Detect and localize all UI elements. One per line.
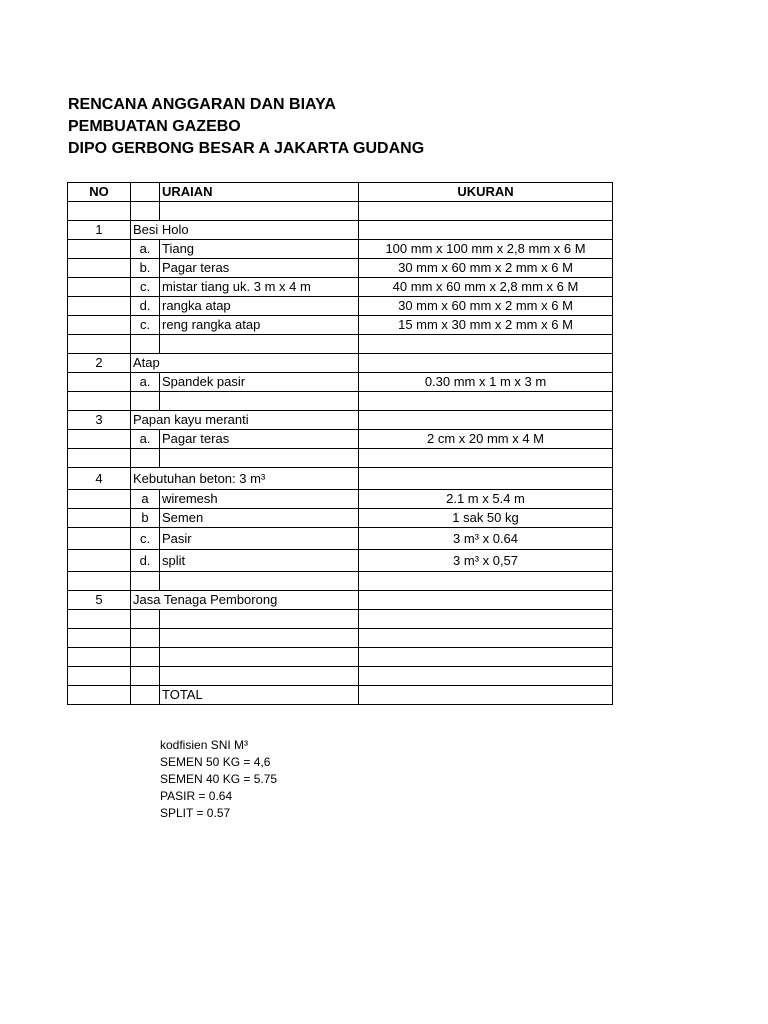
- document-title: [68, 94, 424, 160]
- item-letter: d.: [131, 550, 160, 572]
- table-row-section: [68, 411, 613, 430]
- section-title: Papan kayu meranti: [131, 411, 359, 430]
- item-letter: a.: [131, 373, 160, 392]
- table-row-empty: [68, 648, 613, 667]
- section-title: Besi Holo: [131, 221, 359, 240]
- item-name: rangka atap: [160, 297, 359, 316]
- table-row: [68, 297, 613, 316]
- section-number: 3: [68, 411, 131, 430]
- section-number: 5: [68, 591, 131, 610]
- item-letter: a.: [131, 240, 160, 259]
- table-row-empty: [68, 392, 613, 411]
- item-name: mistar tiang uk. 3 m x 4 m: [160, 278, 359, 297]
- table-row-section: [68, 221, 613, 240]
- item-size: 2 cm x 20 mm x 4 M: [359, 430, 613, 449]
- table-row: [68, 316, 613, 335]
- table-row: [68, 528, 613, 550]
- item-name: Tiang: [160, 240, 359, 259]
- table-row-total: [68, 686, 613, 705]
- item-letter: c.: [131, 528, 160, 550]
- item-size: 30 mm x 60 mm x 2 mm x 6 M: [359, 259, 613, 278]
- item-letter: c.: [131, 316, 160, 335]
- table-row-empty: [68, 449, 613, 468]
- title-line-1: RENCANA ANGGARAN DAN BIAYA: [68, 96, 336, 113]
- item-name: reng rangka atap: [160, 316, 359, 335]
- table-row-empty: [68, 610, 613, 629]
- item-letter: a: [131, 490, 160, 509]
- item-letter: b: [131, 509, 160, 528]
- item-name: split: [160, 550, 359, 572]
- notes-line-4: PASIR = 0.64: [160, 789, 233, 803]
- item-name: Spandek pasir: [160, 373, 359, 392]
- table-row: [68, 240, 613, 259]
- table-row-empty: [68, 202, 613, 221]
- item-name: wiremesh: [160, 490, 359, 509]
- item-name: Pasir: [160, 528, 359, 550]
- total-label: TOTAL: [160, 686, 359, 705]
- item-size: 15 mm x 30 mm x 2 mm x 6 M: [359, 316, 613, 335]
- item-letter: b.: [131, 259, 160, 278]
- item-letter: a.: [131, 430, 160, 449]
- notes-line-5: SPLIT = 0.57: [160, 806, 231, 820]
- header-ukuran: UKURAN: [359, 183, 613, 202]
- section-title: Kebutuhan beton: 3 m³: [131, 468, 359, 490]
- notes-line-1: kodfisien SNI M³: [160, 738, 249, 752]
- section-number: 2: [68, 354, 131, 373]
- total-value: [359, 686, 613, 705]
- item-size: 1 sak 50 kg: [359, 509, 613, 528]
- item-size: 100 mm x 100 mm x 2,8 mm x 6 M: [359, 240, 613, 259]
- table-row-section: [68, 591, 613, 610]
- table-row: [68, 509, 613, 528]
- item-size: 3 m³ x 0.64: [359, 528, 613, 550]
- item-size: 0.30 mm x 1 m x 3 m: [359, 373, 613, 392]
- item-letter: c.: [131, 278, 160, 297]
- item-size: 30 mm x 60 mm x 2 mm x 6 M: [359, 297, 613, 316]
- section-number: 1: [68, 221, 131, 240]
- item-size: 2.1 m x 5.4 m: [359, 490, 613, 509]
- table-row-empty: [68, 572, 613, 591]
- table-row: [68, 550, 613, 572]
- item-name: Pagar teras: [160, 259, 359, 278]
- header-no: NO: [68, 183, 131, 202]
- item-size: 3 m³ x 0,57: [359, 550, 613, 572]
- notes-line-2: SEMEN 50 KG = 4,6: [160, 755, 271, 769]
- table-row: [68, 278, 613, 297]
- table-row: [68, 430, 613, 449]
- budget-table: [67, 182, 613, 705]
- table-row: [68, 490, 613, 509]
- table-row-empty: [68, 335, 613, 354]
- section-title: Atap: [131, 354, 359, 373]
- table-row-section: [68, 354, 613, 373]
- coefficient-notes: [160, 737, 277, 822]
- table-row-empty: [68, 667, 613, 686]
- table-row-section: [68, 468, 613, 490]
- table-row: [68, 373, 613, 392]
- title-line-2: PEMBUATAN GAZEBO: [68, 118, 241, 135]
- item-size: 40 mm x 60 mm x 2,8 mm x 6 M: [359, 278, 613, 297]
- item-name: Pagar teras: [160, 430, 359, 449]
- table-row-empty: [68, 629, 613, 648]
- header-uraian: URAIAN: [160, 183, 359, 202]
- notes-line-3: SEMEN 40 KG = 5.75: [160, 772, 278, 786]
- section-number: 4: [68, 468, 131, 490]
- table-header-row: [68, 183, 613, 202]
- item-letter: d.: [131, 297, 160, 316]
- section-title: Jasa Tenaga Pemborong: [131, 591, 359, 610]
- item-name: Semen: [160, 509, 359, 528]
- title-line-3: DIPO GERBONG BESAR A JAKARTA GUDANG: [68, 140, 425, 157]
- table-row: [68, 259, 613, 278]
